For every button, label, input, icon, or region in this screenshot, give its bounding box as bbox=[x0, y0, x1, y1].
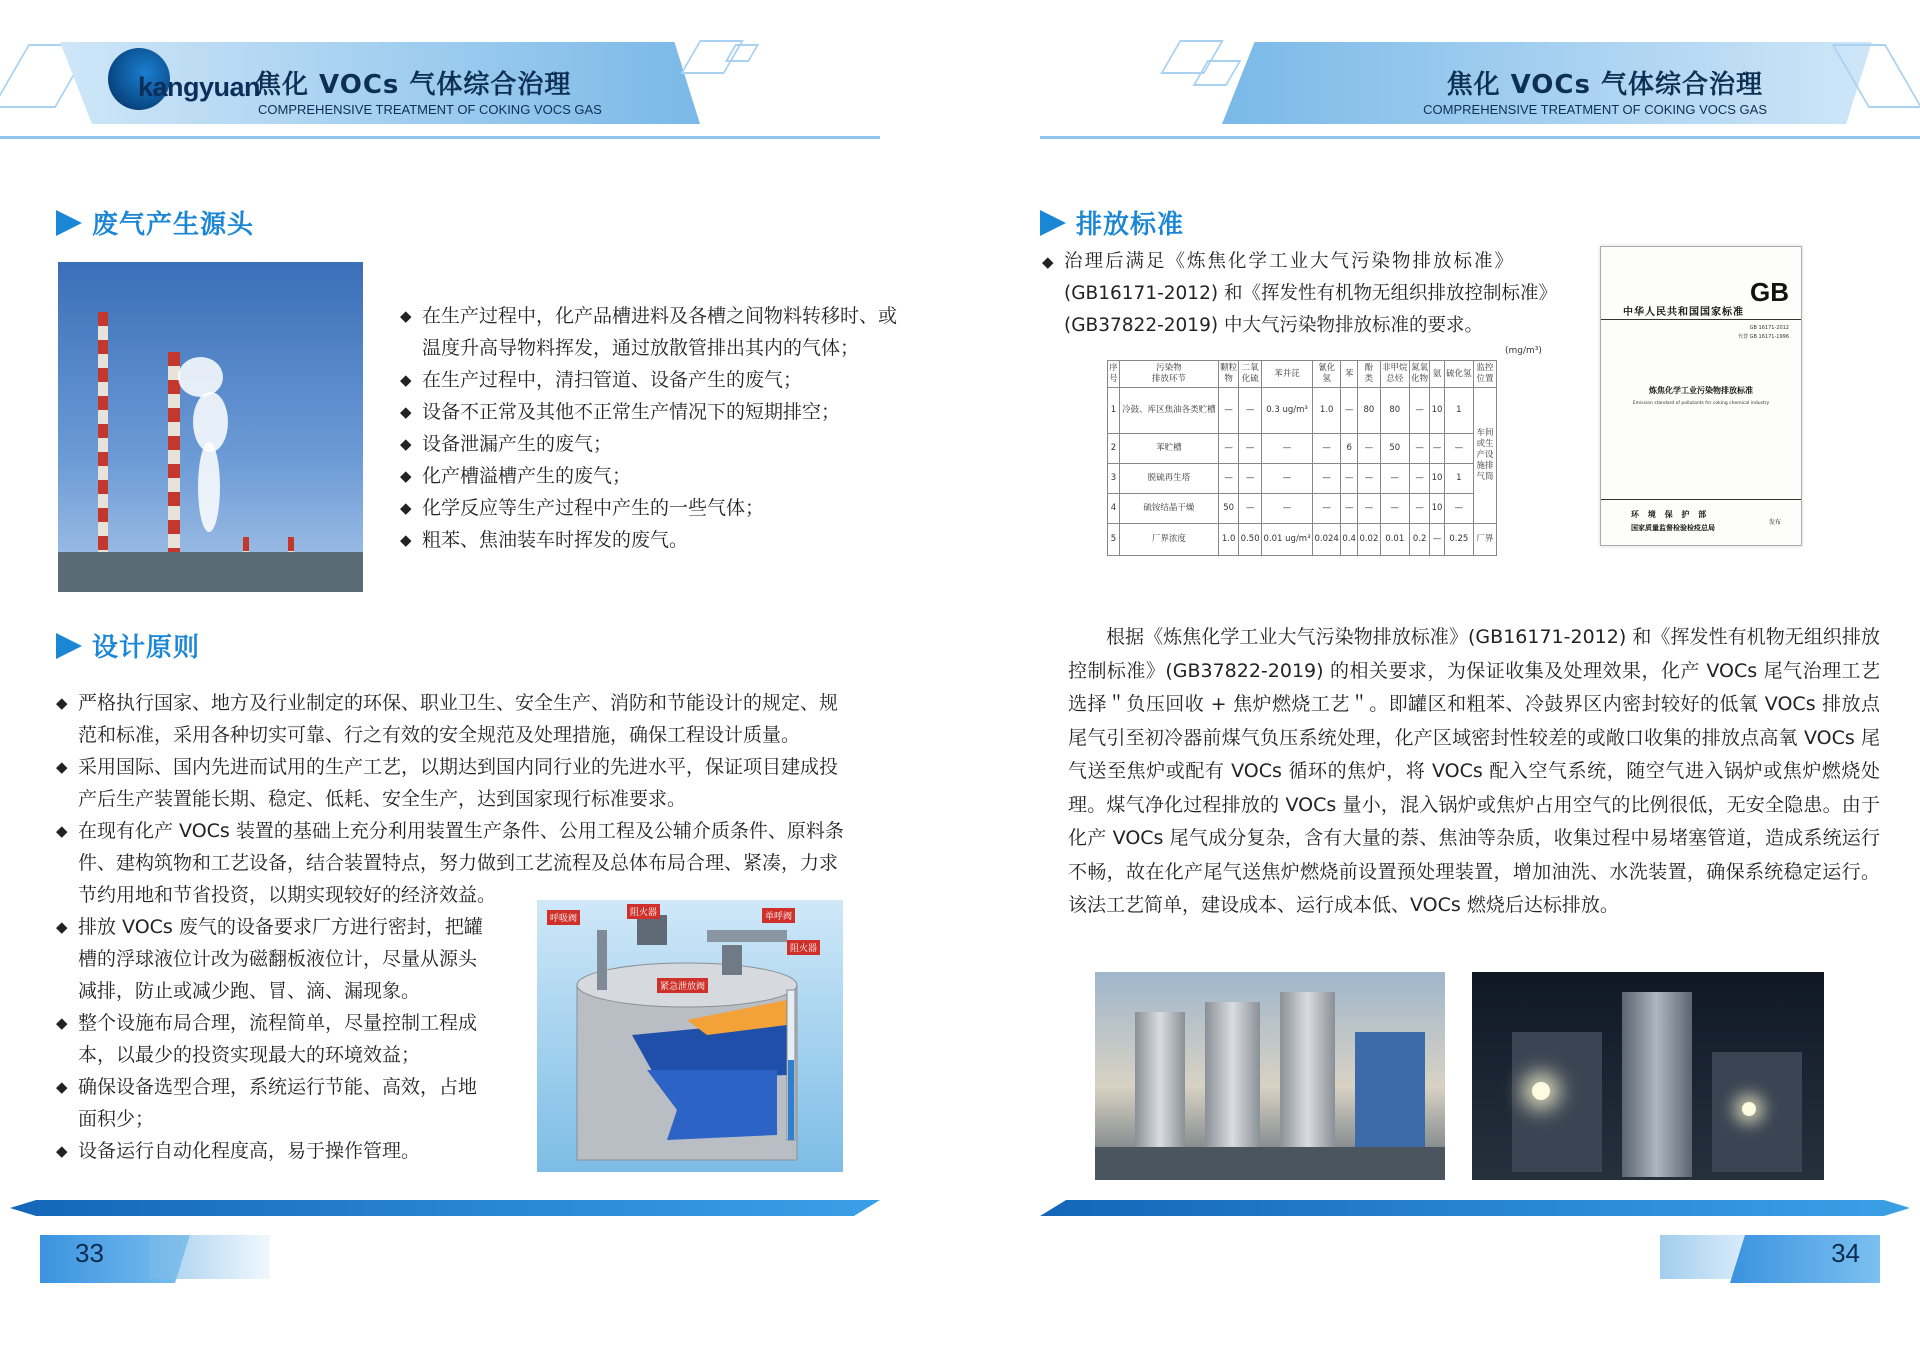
table-header-cell: 二氧 化硫 bbox=[1239, 361, 1262, 388]
table-cell: 0.50 bbox=[1239, 524, 1262, 556]
table-cell: 厂界 bbox=[1474, 524, 1497, 556]
section-title: 排放标准 bbox=[1076, 210, 1185, 240]
table-cell: 80 bbox=[1380, 388, 1409, 434]
table-row bbox=[1108, 388, 1497, 434]
source-bullets bbox=[400, 300, 920, 556]
tank-label: 紧急泄放阀 bbox=[657, 978, 708, 993]
plant-photo-day bbox=[1095, 972, 1445, 1180]
right-page bbox=[960, 0, 1920, 1358]
plant-photo-night bbox=[1472, 972, 1824, 1180]
tank-label: 阻火器 bbox=[627, 904, 660, 919]
table-cell-monitor: 车间或生产设施排气筒 bbox=[1474, 388, 1497, 524]
gb-header: 中华人民共和国国家标准 bbox=[1623, 307, 1744, 318]
section-heading-sources bbox=[56, 204, 254, 241]
list-item: ◆ 在现有化产 VOCs 装置的基础上充分利用装置生产条件、公用工程及公辅介质条件、原料条 件、建构筑物和工艺设备，结合装置特点，努力做到工艺流程及总体布局合理、紧凑，力求 节约用地和节省投资，以期实现较好的经济效益。 bbox=[56, 815, 886, 911]
table-cell: — bbox=[1239, 388, 1262, 434]
design-bullets-2 bbox=[56, 911, 526, 1167]
table-unit: (mg/m³) bbox=[1505, 346, 1542, 356]
table-cell: — bbox=[1358, 434, 1381, 464]
gb-title-en: Emission standard of pollutants for coking chemical industry bbox=[1632, 401, 1770, 406]
table-cell: — bbox=[1444, 494, 1473, 524]
table-cell: 10 bbox=[1430, 388, 1444, 434]
table-cell: 2 bbox=[1108, 434, 1120, 464]
table-cell: — bbox=[1218, 464, 1239, 494]
table-cell: 硫铵结晶干燥 bbox=[1119, 494, 1218, 524]
table-header-cell: 氮氧 化物 bbox=[1409, 361, 1430, 388]
page-number: 33 bbox=[75, 1238, 104, 1268]
table-cell: 厂界浓度 bbox=[1119, 524, 1218, 556]
table-cell: 0.25 bbox=[1444, 524, 1473, 556]
table-cell: 0.02 bbox=[1358, 524, 1381, 556]
table-cell: — bbox=[1341, 494, 1358, 524]
list-item: ◆ 采用国际、国内先进而试用的生产工艺，以期达到国内同行业的先进水平，保证项目建成投 产后生产装置能长期、稳定、低耗、安全生产，达到国家现行标准要求。 bbox=[56, 751, 886, 815]
table-cell: 冷鼓、库区焦油各类贮槽 bbox=[1119, 388, 1218, 434]
process-paragraph: 根据《炼焦化学工业大气污染物排放标准》(GB16171-2012) 和《挥发性有机物无组织排放控制标准》(GB37822-2019) 的相关要求，为保证收集及处理效果，化产 VOCs 尾气治理工艺选择＂负压回收 + 焦炉燃烧工艺＂。即罐区和粗苯、冷鼓界区内密封较好的低氧 VOCs 排放点尾气引至初冷器前煤气负压系统处理，化产区域密封性较差的或敞口收集的排放点高氧 VOCs 尾气送至焦炉或配有 VOCs 循环的焦炉，将 VOCs 配入空气系统，随空气进入锅炉或焦炉燃烧处理。煤气净化过程排放的 VOCs 量小，混入锅炉或焦炉占用空气的比例很低，无安全隐患。由于化产 VOCs 尾气成分复杂，含有大量的萘、焦油等杂质，收集过程中易堵塞管道，造成系统运行不畅，故在化产尾气送焦炉燃烧前设置预处理装置，增加油洗、水洗装置，确保系统稳定运行。该法工艺简单，建设成本、运行成本低、VOCs 燃烧后达标排放。 bbox=[1068, 626, 1880, 916]
table-cell: — bbox=[1239, 464, 1262, 494]
table-row bbox=[1108, 434, 1497, 464]
footer-bar bbox=[10, 1200, 880, 1216]
section-title: 设计原则 bbox=[92, 633, 201, 663]
table-cell: 5 bbox=[1108, 524, 1120, 556]
gb-title: 炼焦化学工业污染物排放标准 bbox=[1649, 386, 1753, 395]
table-cell: 1.0 bbox=[1313, 388, 1341, 434]
table-header-cell: 序 号 bbox=[1108, 361, 1120, 388]
table-cell: 0.01 bbox=[1380, 524, 1409, 556]
table-cell: 50 bbox=[1218, 494, 1239, 524]
table-cell: — bbox=[1341, 464, 1358, 494]
section-title: 废气产生源头 bbox=[92, 210, 255, 240]
table-cell: 0.3 ug/m³ bbox=[1261, 388, 1312, 434]
table-header-cell: 污染物 排放环节 bbox=[1119, 361, 1218, 388]
table-cell: 1 bbox=[1444, 388, 1473, 434]
table-cell: — bbox=[1358, 494, 1381, 524]
tank-diagram bbox=[537, 900, 843, 1172]
table-header-cell: 氰化 氢 bbox=[1313, 361, 1341, 388]
gb-rule bbox=[1601, 319, 1801, 320]
header-subtitle: COMPREHENSIVE TREATMENT OF COKING VOCS GAS bbox=[258, 102, 602, 117]
table-cell: 50 bbox=[1380, 434, 1409, 464]
standard-intro bbox=[1042, 246, 1582, 342]
table-header-cell: 苯 bbox=[1341, 361, 1358, 388]
table-cell: — bbox=[1409, 494, 1430, 524]
table-cell: — bbox=[1313, 434, 1341, 464]
table-cell: 4 bbox=[1108, 494, 1120, 524]
list-item: ◆ 排放 VOCs 废气的设备要求厂方进行密封，把罐 槽的浮球液位计改为磁翻板液位计，尽量从源头 减排，防止或减少跑、冒、滴、漏现象。 bbox=[56, 911, 526, 1007]
table-header-cell: 氨 bbox=[1430, 361, 1444, 388]
emission-standard-table bbox=[1107, 360, 1497, 556]
table-cell: 脱硫再生塔 bbox=[1119, 464, 1218, 494]
table-cell: 80 bbox=[1358, 388, 1381, 434]
list-item: ◆ 化学反应等生产过程中产生的一些气体； bbox=[400, 492, 920, 524]
table-cell: 10 bbox=[1430, 464, 1444, 494]
table-cell: 0.4 bbox=[1341, 524, 1358, 556]
header-rule bbox=[0, 136, 880, 139]
table-header-cell: 非甲烷 总烃 bbox=[1380, 361, 1409, 388]
table-cell: — bbox=[1239, 434, 1262, 464]
table-header-cell: 苯并芘 bbox=[1261, 361, 1312, 388]
table-cell: 0.01 ug/m³ bbox=[1261, 524, 1312, 556]
table-cell: — bbox=[1444, 434, 1473, 464]
table-cell: 苯贮槽 bbox=[1119, 434, 1218, 464]
logo-text: kangyuan bbox=[138, 72, 261, 102]
table-cell: — bbox=[1261, 464, 1312, 494]
table-cell: — bbox=[1313, 494, 1341, 524]
table-cell: — bbox=[1313, 464, 1341, 494]
gb-std-no: GB 16171-2012 bbox=[1749, 325, 1789, 331]
arrow-icon bbox=[56, 633, 82, 659]
list-item: ◆ 设备运行自动化程度高，易于操作管理。 bbox=[56, 1135, 526, 1167]
table-cell: 0.024 bbox=[1313, 524, 1341, 556]
table-cell: 1.0 bbox=[1218, 524, 1239, 556]
table-row bbox=[1108, 494, 1497, 524]
design-bullets bbox=[56, 687, 886, 911]
table-cell: 1 bbox=[1108, 388, 1120, 434]
tank-label: 阻火器 bbox=[787, 940, 820, 955]
table-cell: — bbox=[1380, 464, 1409, 494]
arrow-icon bbox=[56, 210, 82, 236]
arrow-icon bbox=[1040, 210, 1066, 236]
table-header-cell: 监控 位置 bbox=[1474, 361, 1497, 388]
table-header-row bbox=[1108, 361, 1497, 388]
gb-issuer-2: 国家质量监督检验检疫总局 bbox=[1631, 524, 1715, 532]
table-cell: — bbox=[1218, 434, 1239, 464]
list-item: ◆ 化产槽溢槽产生的废气； bbox=[400, 460, 920, 492]
table-row bbox=[1108, 524, 1497, 556]
list-item: ◆ 在生产过程中，化产品槽进料及各槽之间物料转移时、或 温度升高导物料挥发，通过放散管排出其内的气体； bbox=[400, 300, 920, 364]
header-subtitle: COMPREHENSIVE TREATMENT OF COKING VOCS GAS bbox=[1423, 102, 1767, 117]
table-cell: — bbox=[1380, 494, 1409, 524]
page-number: 34 bbox=[1831, 1238, 1860, 1268]
list-item: ◆ 设备不正常及其他不正常生产情况下的短期排空； bbox=[400, 396, 920, 428]
table-cell: — bbox=[1409, 464, 1430, 494]
table-header-cell: 颗粒 物 bbox=[1218, 361, 1239, 388]
list-item: ◆ 整个设施布局合理，流程简单，尽量控制工程成 本，以最少的投资实现最大的环境效益； bbox=[56, 1007, 526, 1071]
table-cell: — bbox=[1430, 434, 1444, 464]
table-header-cell: 酚 类 bbox=[1358, 361, 1381, 388]
section-heading-standard bbox=[1040, 204, 1184, 241]
table-cell: 0.2 bbox=[1409, 524, 1430, 556]
table-cell: — bbox=[1409, 388, 1430, 434]
table-cell: 3 bbox=[1108, 464, 1120, 494]
gb-replace: 代替 GB 16171-1996 bbox=[1738, 334, 1789, 340]
table-cell: — bbox=[1218, 388, 1239, 434]
gb-logo: GB bbox=[1750, 277, 1789, 307]
table-cell: — bbox=[1358, 464, 1381, 494]
header-title: 焦化 VOCs 气体综合治理 bbox=[1446, 70, 1763, 100]
gb-standard-cover bbox=[1600, 246, 1802, 546]
table-cell: — bbox=[1430, 524, 1444, 556]
list-item: ◆ 在生产过程中，清扫管道、设备产生的废气； bbox=[400, 364, 920, 396]
header-rule bbox=[1040, 136, 1920, 139]
gb-rule bbox=[1601, 499, 1801, 500]
table-cell: — bbox=[1341, 388, 1358, 434]
chimney-photo bbox=[58, 262, 363, 592]
section-heading-design bbox=[56, 627, 200, 664]
list-item: ◆ 确保设备选型合理，系统运行节能、高效，占地 面积少； bbox=[56, 1071, 526, 1135]
footer-decoration bbox=[150, 1235, 270, 1279]
list-item: ◆ 严格执行国家、地方及行业制定的环保、职业卫生、安全生产、消防和节能设计的规定、规 范和标准，采用各种切实可靠、行之有效的安全规范及处理措施，确保工程设计质量。 bbox=[56, 687, 886, 751]
list-item: ◆ 粗苯、焦油装车时挥发的废气。 bbox=[400, 524, 920, 556]
gb-issuer-1: 环 境 保 护 部 bbox=[1631, 510, 1710, 519]
table-cell: 6 bbox=[1341, 434, 1358, 464]
tank-label: 呼吸阀 bbox=[547, 910, 580, 925]
list-item: ◆ 治理后满足《炼焦化学工业大气污染物排放标准》 (GB16171-2012) 和《挥发性有机物无组织排放控制标准》 (GB37822-2019) 中大气污染物排放标准的要求。 bbox=[1042, 246, 1582, 342]
table-row bbox=[1108, 464, 1497, 494]
table-header-cell: 硫化氢 bbox=[1444, 361, 1473, 388]
list-item: ◆ 设备泄漏产生的废气； bbox=[400, 428, 920, 460]
table-cell: — bbox=[1261, 494, 1312, 524]
table-cell: 10 bbox=[1430, 494, 1444, 524]
header-title: 焦化 VOCs 气体综合治理 bbox=[255, 70, 572, 100]
footer-bar bbox=[1040, 1200, 1910, 1216]
tank-label: 单呼阀 bbox=[762, 908, 795, 923]
table-cell: — bbox=[1409, 434, 1430, 464]
table-cell: 1 bbox=[1444, 464, 1473, 494]
table-cell: — bbox=[1261, 434, 1312, 464]
gb-issued: 发布 bbox=[1769, 519, 1782, 526]
table-cell: — bbox=[1239, 494, 1262, 524]
